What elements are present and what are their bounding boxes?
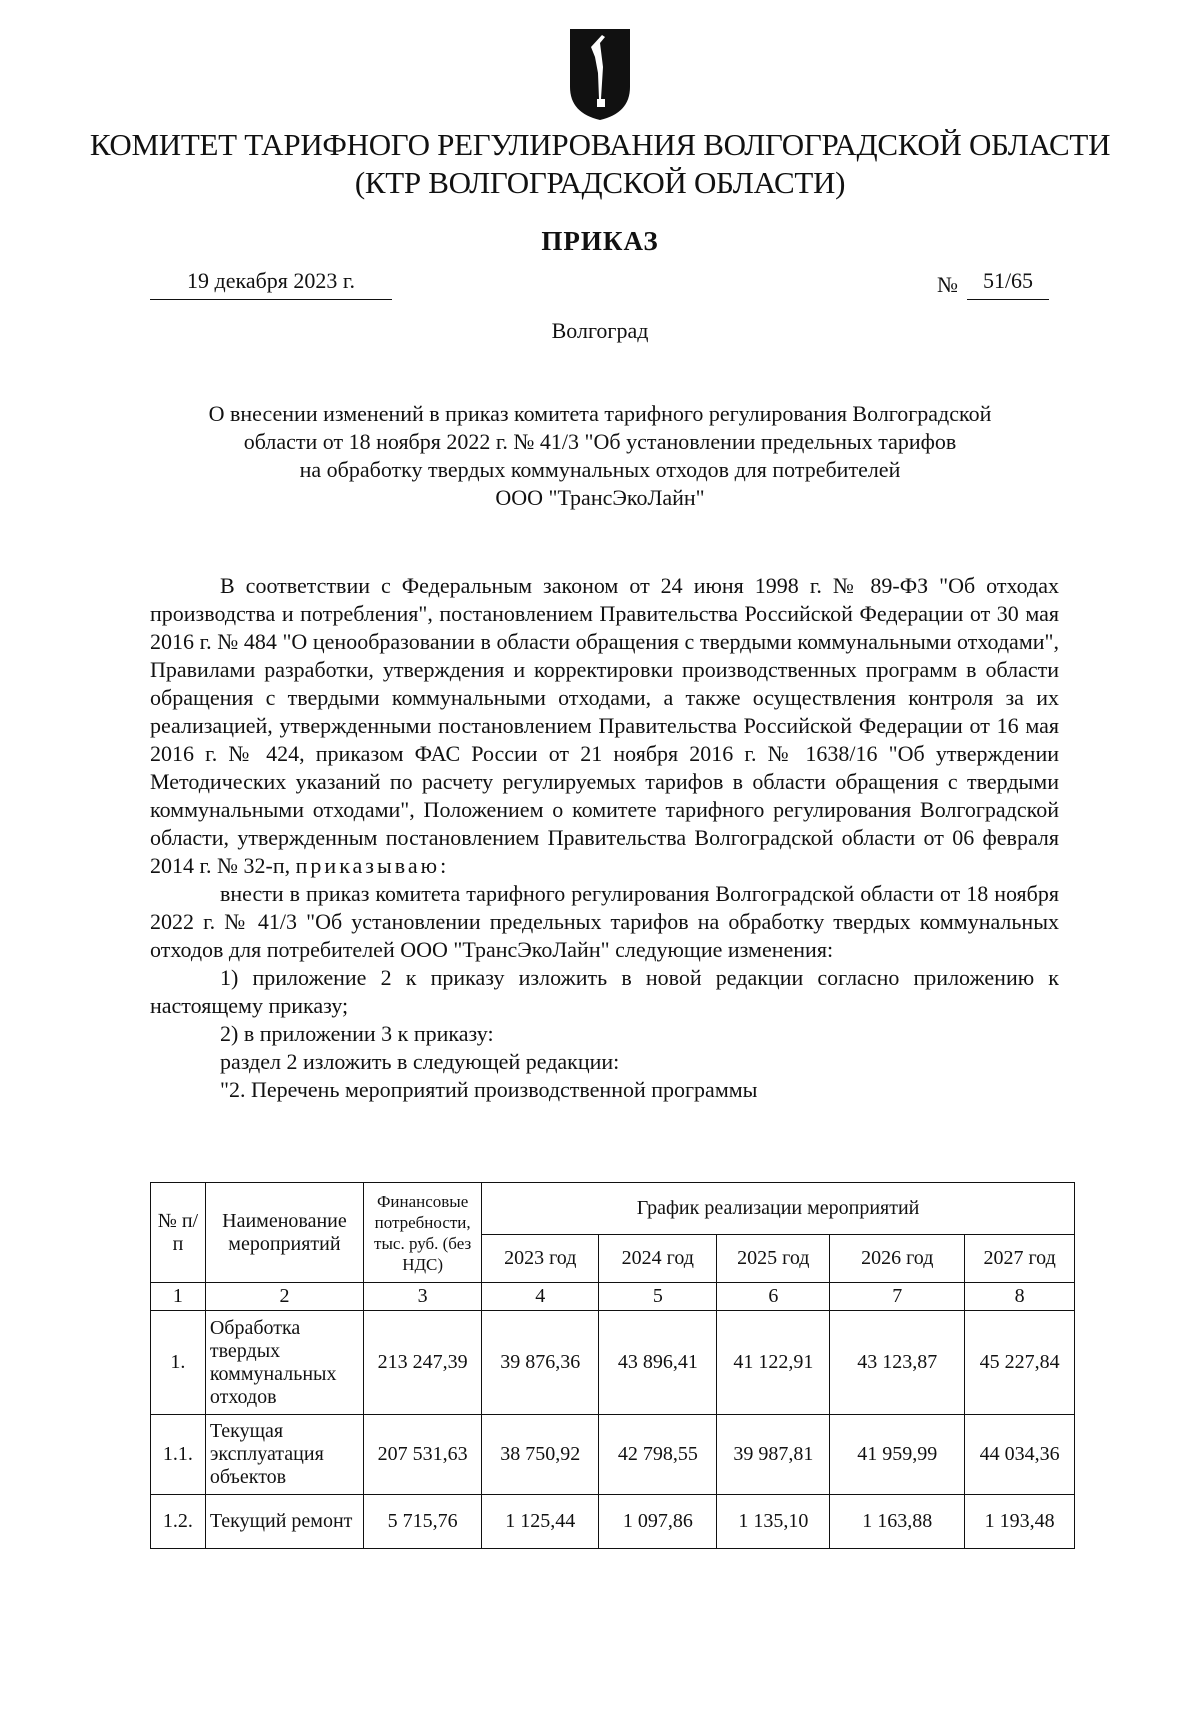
row-value: 39 876,36	[482, 1311, 599, 1415]
header-name: Наименование мероприятий	[205, 1183, 363, 1283]
row-financial: 207 531,63	[364, 1415, 482, 1495]
column-number: 5	[599, 1283, 717, 1311]
header-schedule: График реализации мероприятий	[482, 1183, 1075, 1235]
order-body	[150, 572, 1059, 1104]
order-number-label: №	[937, 272, 958, 297]
row-value: 41 959,99	[830, 1415, 965, 1495]
program-measures-table	[150, 1182, 1075, 1549]
table-row	[151, 1495, 1075, 1549]
order-subject	[150, 400, 1050, 512]
header-num: № п/п	[151, 1183, 206, 1283]
row-value: 45 227,84	[965, 1311, 1075, 1415]
body-paragraph: внести в приказ комитета тарифного регулирования Волгоградской области от 18 ноября 2022 г. № 41/3 "Об установлении предельных тарифов на обработку твердых коммунальных отходов для потребителей ООО "ТрансЭкоЛайн" следующие изменения:	[150, 881, 1059, 962]
preamble-paragraph	[150, 572, 1059, 880]
row-name: Текущий ремонт	[205, 1495, 363, 1549]
subject-line: ООО "ТрансЭкоЛайн"	[495, 485, 705, 510]
row-value: 1 135,10	[717, 1495, 830, 1549]
row-value: 39 987,81	[717, 1415, 830, 1495]
row-num: 1.	[151, 1311, 206, 1415]
row-value: 42 798,55	[599, 1415, 717, 1495]
table-row	[151, 1311, 1075, 1415]
preamble-text: В соответствии с Федеральным законом от 24 июня 1998 г. № 89-ФЗ "Об отходах производства и потребления", постановлением Правительства Российской Федерации от 30 мая 2016 г. № 484 "О ценообразовании в области обращения с твердыми коммунальными отходами", Правилами разработки, утверждения и корректировки производственных программ в области обращения с твердыми коммунальными отходами, а также осуществления контроля за их реализацией, утвержденными постановлением Правительства Российской Федерации от 16 мая 2016 г. № 424, приказом ФАС России от 21 ноября 2016 г. № 1638/16 "Об утверждении Методических указаний по расчету регулируемых тарифов в области обращения с твердыми коммунальными отходами", Положением о комитете тарифного регулирования Волгоградской области, утвержденным постановлением Правительства Волгоградской области от 06 февраля 2014 г. № 32-п,	[150, 573, 1059, 878]
column-number: 2	[205, 1283, 363, 1311]
row-num: 1.2.	[151, 1495, 206, 1549]
header-year: 2024 год	[599, 1235, 717, 1283]
subject-line: области от 18 ноября 2022 г. № 41/3 "Об установлении предельных тарифов	[243, 429, 957, 454]
header-financial: Финансовые потребности, тыс. руб. (без НДС)	[364, 1183, 482, 1283]
column-number: 7	[830, 1283, 965, 1311]
table-row	[151, 1415, 1075, 1495]
order-word: приказываю:	[295, 853, 450, 878]
row-value: 1 193,48	[965, 1495, 1075, 1549]
column-number: 1	[151, 1283, 206, 1311]
column-number: 8	[965, 1283, 1075, 1311]
row-financial: 213 247,39	[364, 1311, 482, 1415]
column-number: 3	[364, 1283, 482, 1311]
organization-short-name: (КТР ВОЛГОГРАДСКОЙ ОБЛАСТИ)	[354, 165, 846, 200]
row-value: 1 125,44	[482, 1495, 599, 1549]
body-paragraph: 1) приложение 2 к приказу изложить в новой редакции согласно приложению к настоящему приказу;	[150, 965, 1059, 1018]
body-paragraph: 2) в приложении 3 к приказу:	[220, 1021, 494, 1046]
row-value: 43 123,87	[830, 1311, 965, 1415]
row-name: Текущая эксплуатация объектов	[205, 1415, 363, 1495]
row-value: 38 750,92	[482, 1415, 599, 1495]
row-value: 1 163,88	[830, 1495, 965, 1549]
row-name: Обработка твердых коммунальных отходов	[205, 1311, 363, 1415]
body-paragraph: "2. Перечень мероприятий производственной программы	[220, 1077, 758, 1102]
row-financial: 5 715,76	[364, 1495, 482, 1549]
column-number: 6	[717, 1283, 830, 1311]
subject-line: на обработку твердых коммунальных отходов для потребителей	[299, 457, 901, 482]
row-num: 1.1.	[151, 1415, 206, 1495]
header-year: 2025 год	[717, 1235, 830, 1283]
header-year: 2027 год	[965, 1235, 1075, 1283]
subject-line: О внесении изменений в приказ комитета тарифного регулирования Волгоградской	[208, 401, 992, 426]
row-value: 43 896,41	[599, 1311, 717, 1415]
header-year: 2023 год	[482, 1235, 599, 1283]
organization-name: КОМИТЕТ ТАРИФНОГО РЕГУЛИРОВАНИЯ ВОЛГОГРАДСКОЙ ОБЛАСТИ	[89, 127, 1111, 162]
city: Волгоград	[551, 318, 649, 343]
volgograd-oblast-emblem-icon	[569, 27, 631, 121]
row-value: 1 097,86	[599, 1495, 717, 1549]
order-number: 51/65	[967, 268, 1049, 300]
column-number: 4	[482, 1283, 599, 1311]
body-paragraph: раздел 2 изложить в следующей редакции:	[220, 1049, 620, 1074]
order-date: 19 декабря 2023 г.	[150, 268, 392, 300]
row-value: 41 122,91	[717, 1311, 830, 1415]
row-value: 44 034,36	[965, 1415, 1075, 1495]
header-year: 2026 год	[830, 1235, 965, 1283]
document-title: ПРИКАЗ	[541, 226, 659, 256]
